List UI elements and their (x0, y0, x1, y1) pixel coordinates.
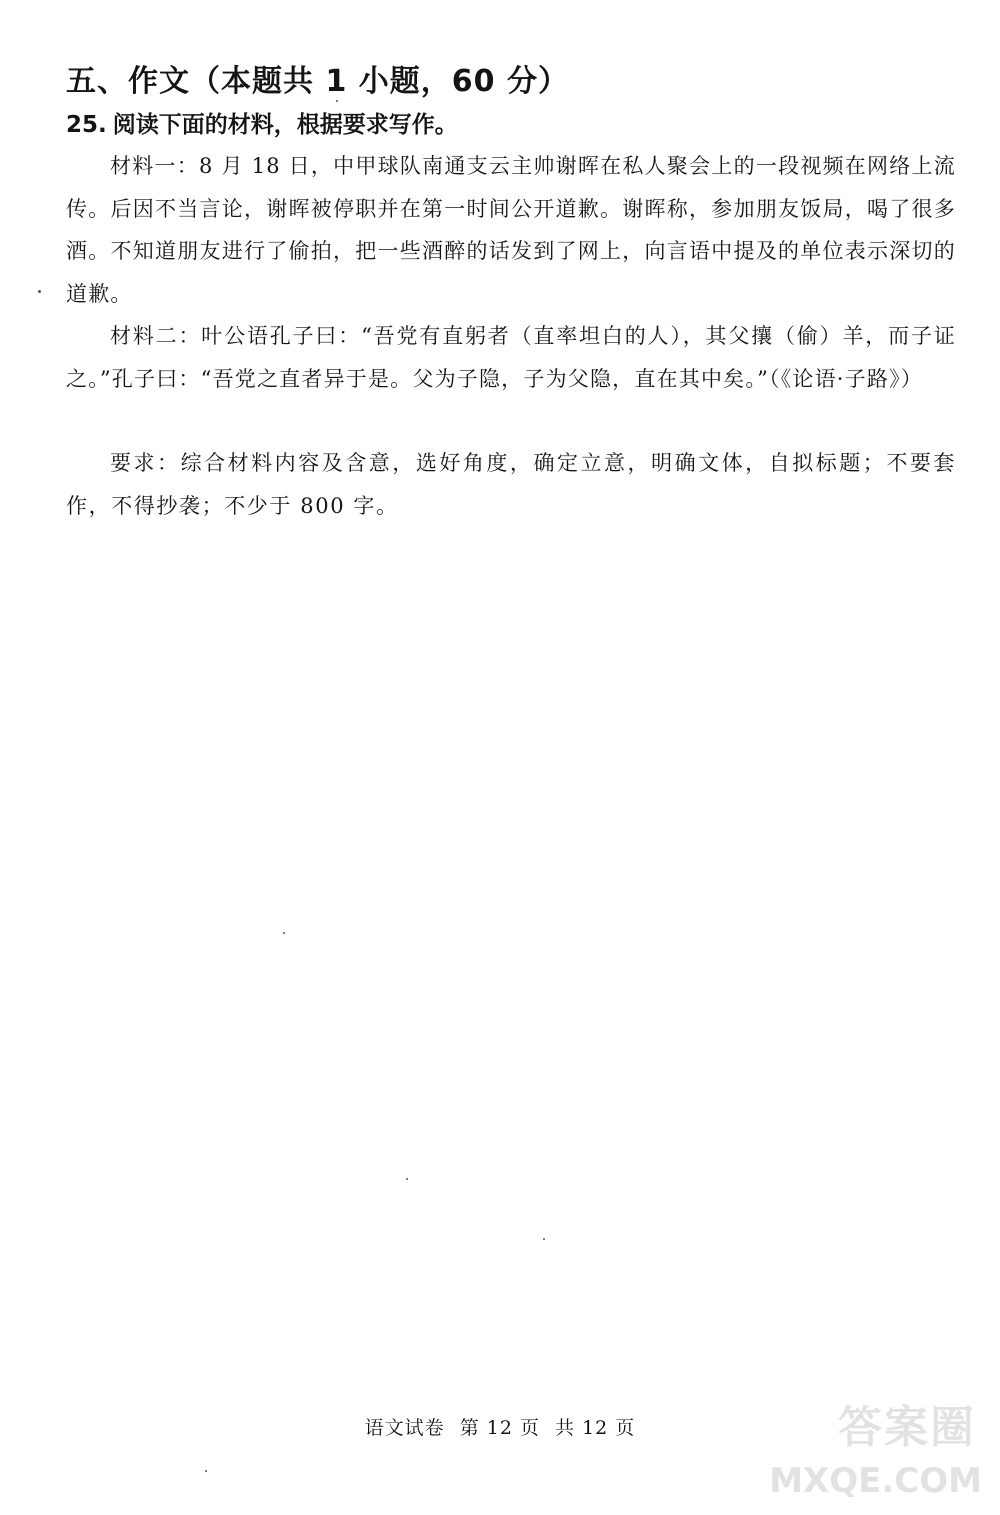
material-one: 材料一：8 月 18 日，中甲球队南通支云主帅谢晖在私人聚会上的一段视频在网络上流传。后因不当言论，谢晖被停职并在第一时间公开道歉。谢晖称，参加朋友饭局，喝了很多酒。不知道朋友进行了偷拍，把一些酒醉的话发到了网上，向言语中提及的单位表示深切的道歉。 (66, 154, 956, 306)
question-header (66, 106, 458, 139)
footer-total-pages: 共 12 页 (555, 1417, 636, 1439)
watermark-logo-text: 答案圈 (838, 1402, 976, 1453)
material-two: 材料二：叶公语孔子曰：“吾党有直躬者（直率坦白的人），其父攘（偷）羊，而子证之。”孔子曰：“吾党之直者异于是。父为子隐，子为父隐，直在其中矣。”（《论语·子路》） (66, 324, 956, 391)
scan-speck (336, 100, 338, 102)
watermark-url-text: MXQE.COM (769, 1461, 982, 1501)
footer-subject: 语文试卷 (364, 1417, 445, 1439)
scan-speck (38, 290, 41, 293)
question-prompt: 阅读下面的材料，根据要求写作。 (112, 112, 458, 138)
scan-speck (543, 1238, 545, 1240)
section-title: 五、作文（本题共 1 小题，60 分） (66, 64, 569, 99)
scan-speck (283, 932, 285, 934)
question-number: 25. (66, 112, 107, 138)
site-watermark (769, 1391, 986, 1501)
writing-requirement: 要求：综合材料内容及含意，选好角度，确定立意，明确文体，自拟标题；不要套作，不得抄袭；不少于 800 字。 (66, 451, 956, 518)
footer-page-number: 第 12 页 (459, 1417, 540, 1439)
scan-speck (205, 1470, 207, 1472)
scan-speck (406, 1178, 408, 1180)
